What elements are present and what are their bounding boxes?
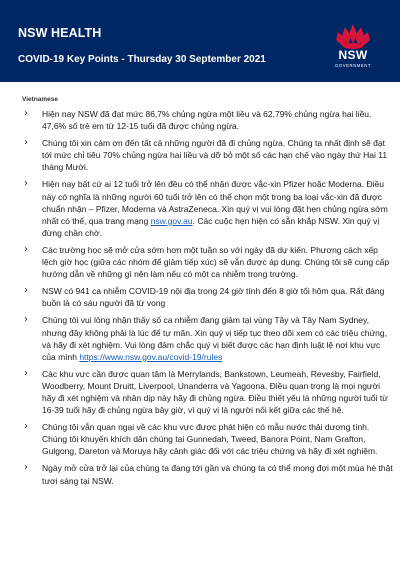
chevron-right-icon: › [24, 137, 28, 149]
key-point-text: Các trường học sẽ mở cửa sớm hơn một tuần so với ngày đã dự kiến. Phương cách xếp lệch giờ học (giữa các nhóm để giảm tiếp xúc) sẽ vẫn được áp dụng. Chúng tôi sẽ cung cấp hướng dẫn về những gì nên làm nếu có một ca nhiễm trong trường. [42, 244, 390, 280]
key-point-text-after: . Các cuộc hẹn hiện có sẵn khắp NSW. Xin quý vị đừng chần chờ. [42, 215, 380, 238]
logo-wordmark: NSW [338, 48, 368, 62]
key-point-link[interactable]: nsw.gov.au [150, 215, 193, 226]
chevron-right-icon: › [24, 108, 28, 119]
key-point-item [22, 368, 394, 416]
chevron-right-icon: › [24, 285, 28, 297]
chevron-right-icon: › [24, 178, 28, 190]
header-title: NSW HEALTH [18, 26, 102, 40]
key-point-text: Chúng tôi vui lòng nhận thấy số ca nhiễm đang giảm tại vùng Tây và Tây Nam Sydney, nhưng đây không phải là lúc để tự mãn. Xin quý vị tiếp tục theo dõi xem có các triệu chứng, và hãy đi xét nghiệm. Vui lòng đảm chắc quý vị biết được các hạn định luật lệ nơi khu vực của mình [42, 315, 387, 362]
key-point-text: NSW có 941 ca nhiễm COVID-19 nội địa trong 24 giờ tính đến 8 giờ tối hôm qua. Rất đáng buồn là có sáu người đã từ vong [42, 286, 385, 309]
key-point-link[interactable]: https://www.nsw.gov.au/covid-19/rules [79, 351, 223, 362]
key-point-item [22, 285, 394, 309]
key-point-text: Ngày mở cửa trở lại của chúng ta đang tới gần và chúng ta có thể mong đợi một mùa hè thật tươi sáng tại NSW. [42, 463, 393, 486]
key-points-list [22, 108, 394, 492]
key-point-item [22, 178, 394, 238]
key-point-item [22, 137, 394, 173]
nsw-government-logo [324, 22, 382, 78]
chevron-right-icon: › [24, 421, 28, 433]
header-subtitle: COVID-19 Key Points - Thursday 30 September 2021 [18, 54, 266, 65]
chevron-right-icon: › [24, 462, 28, 474]
key-point-item [22, 421, 394, 457]
key-point-text: Chúng tôi vẫn quan ngại về các khu vực được phát hiện có mẫu nước thải dương tính. Chúng tôi khuyến khích dân chúng tại Gunnedah, Tweed, Banora Point, Nam Grafton, Gulgong, Dareton và Moruya hãy cảnh giác đối với các triệu chứng và hãy đi xét nghiệm. [42, 422, 378, 457]
logo-subtext: GOVERNMENT [334, 63, 371, 68]
key-point-item [22, 314, 394, 362]
key-point-item [22, 462, 394, 486]
key-point-text: Hiện nay bất cứ ai 12 tuổi trở lên đều có thể nhận được vắc-xin Pfizer hoặc Moderna. Điều này có nghĩa là những người 60 tuổi trở lên có thể chọn một trong ba loại vắc-xin đã được chuẩn nhận – Pfizer, Moderna và AstraZeneca. Xin quý vị vui lòng đặt hẹn chủng ngừa sớm nhất có thể, qua trang mạng [42, 179, 388, 226]
page-header [0, 0, 400, 82]
key-point-text: Các khu vực cần được quan tâm là Merrylands, Bankstown, Leumeah, Revesby, Fairfield, Woodberry, Mount Druitt, Liverpool, Unanderra và Yagoona. Điều quan trọng là mọi người hãy đi xét nghiệm và nhân dịp này hãy đi chủng ngừa. Điều thiết yếu là những người tuổi từ 16-39 tuổi hãy đi chủng ngừa bây giờ, vì quý vị là người nối kết giữa các thế hệ. [42, 368, 388, 416]
key-point-text: Chúng tôi xin cảm ơn đến tất cả những người đã đi chủng ngừa. Chúng ta nhất định sẽ đạt tới mức chỉ tiêu 70% chủng ngừa hai liều và dỡ bỏ một số các hạn chế vào ngày thứ Hai 11 tháng Mười. [42, 138, 388, 173]
key-point-text: Hiện nay NSW đã đạt mức 86,7% chủng ngừa một liều và 62,79% chủng ngừa hai liều. 47,6% số trẻ em từ 12-15 tuổi đã được chủng ngừa. [42, 109, 372, 132]
chevron-right-icon: › [24, 243, 28, 255]
key-point-item [22, 244, 394, 280]
chevron-right-icon: › [24, 314, 28, 326]
waratah-logo-icon [324, 22, 382, 50]
language-label: Vietnamese [22, 96, 59, 103]
key-point-item [22, 108, 394, 132]
chevron-right-icon: › [24, 367, 28, 379]
